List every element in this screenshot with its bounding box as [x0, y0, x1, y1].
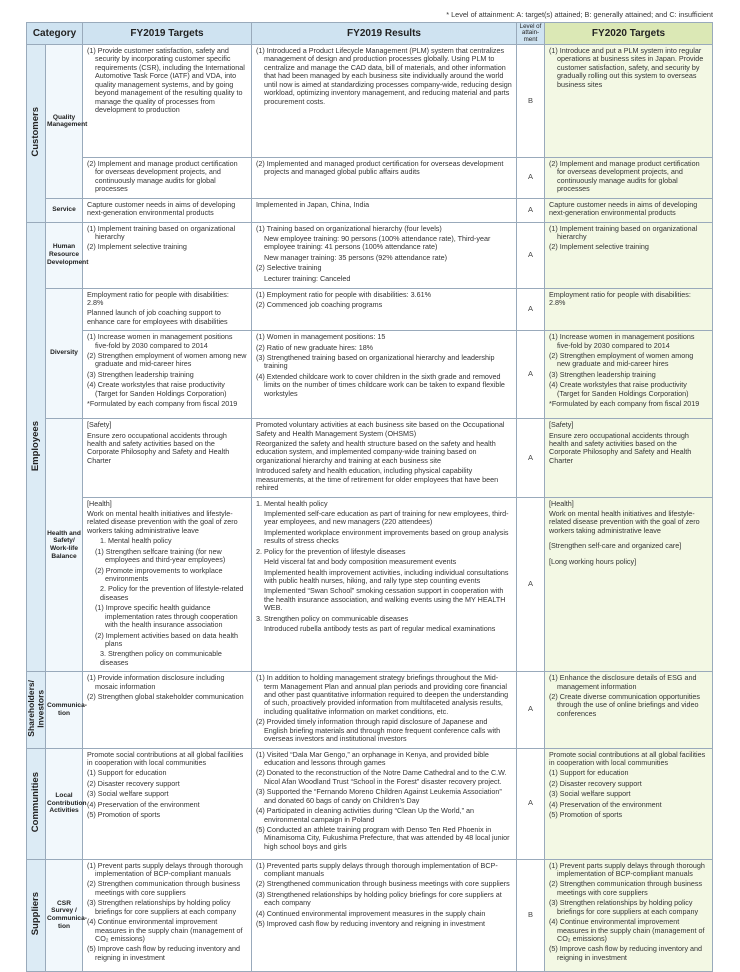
cell-paragraph: (1) Improve specific health guidance implementation rates through cooperation with the health insurance association	[95, 603, 238, 630]
fy2019-results-cell	[252, 158, 517, 199]
subcategory-human-resource-development: Human Resource Development	[46, 222, 83, 288]
cell-paragraph: (3) Strengthened relationships by holding policy briefings for core suppliers at each company	[256, 889, 502, 908]
cell-paragraph: (2) Implement activities based on data health plans	[95, 630, 239, 648]
header-category: Category	[27, 23, 83, 45]
cell-paragraph: Planned launch of job coaching support to enhance care for employees with disabilities	[87, 308, 228, 326]
cell-paragraph: (3) Strengthen leadership training	[549, 369, 656, 379]
cell-paragraph: (1) Prevented parts supply delays through thorough implementation of BCP-compliant manuals	[256, 860, 498, 878]
cell-paragraph: (1) Enhance the disclosure details of ESG and management information	[549, 673, 697, 691]
cell-paragraph: (1) Visited “Dala Mar Gengo,” an orphanage in Kenya, and provided bible education and lessons through games	[256, 749, 489, 767]
cell-paragraph: (2) Provided timely information through rapid disclosure of Japanese and English briefing materials and through more frequent conference calls with overseas investors and institutional investors	[256, 717, 501, 744]
cell-paragraph: (1) Implement training based on organizational hierarchy	[549, 223, 698, 241]
attainment-level: A	[517, 222, 545, 288]
header-fy2019-results: FY2019 Results	[252, 23, 517, 45]
cell-paragraph: Introduced rubella antibody tests as part of regular medical examinations	[264, 624, 496, 634]
fy2020-targets-cell	[545, 497, 713, 672]
fy2019-targets-cell	[83, 198, 252, 222]
cell-paragraph: (3) Strengthened training based on organizational hierarchy and leadership training	[256, 353, 495, 371]
table-row	[27, 158, 713, 199]
csr-targets-table	[26, 22, 713, 972]
fy2019-targets-cell	[83, 672, 252, 748]
cell-paragraph: (2) Promote improvements to workplace environments	[95, 565, 223, 583]
cell-paragraph: (2) Implemented and managed product certification for overseas development projects and managed global public affairs audits	[256, 159, 504, 177]
fy2019-results-cell	[252, 45, 517, 158]
cell-paragraph: (2) Create diverse communication opportunities through the use of online briefings and video conferences	[549, 692, 701, 718]
cell-paragraph: (5) Promotion of sports	[549, 810, 623, 820]
cell-paragraph: Implemented “Swan School” smoking cessation support in cooperation with the health insurance association, and walking events using the MY HEALTH WEB.	[264, 586, 506, 613]
cell-paragraph: Capture customer needs in aims of developing next-generation environmental products	[87, 199, 236, 218]
cell-paragraph: 3. Strengthen policy on communicable diseases	[256, 613, 409, 623]
cell-paragraph: (1) Training based on organizational hierarchy (four levels)	[256, 223, 442, 233]
table-row	[27, 497, 713, 672]
fy2019-results-cell	[252, 288, 517, 331]
cell-paragraph: (4) Preservation of the environment	[87, 799, 200, 809]
cell-paragraph: (1) Introduce and put a PLM system into regular operations at business sites in Japan. Provide customer satisfaction, safety, and security by gradually rolling out this system to overseas business sites	[549, 46, 704, 89]
cell-paragraph: (2) Strengthen employment of women among new graduate and mid-career hires	[549, 351, 694, 369]
fy2020-targets-cell	[545, 748, 713, 859]
category-customers: Customers	[27, 45, 46, 223]
cell-paragraph: (2) Donated to the reconstruction of the Notre Dame Cathedral and to the C.W. Nicol Afan Woodland Trust “School in the Forest” disaster recovery project.	[256, 768, 507, 786]
cell-paragraph: (1) Increase women in management positions five-fold by 2030 compared to 2014	[87, 332, 233, 350]
cell-paragraph: (1) Support for education	[87, 768, 167, 778]
cell-paragraph: (4) Extended childcare work to cover children in the sixth grade and removed limits on the number of times childcare work can be taken to expand flexible workstyles	[256, 371, 505, 398]
fy2019-results-cell	[252, 222, 517, 288]
cell-paragraph: 1. Mental health policy	[100, 536, 172, 546]
fy2019-results-cell	[252, 497, 517, 672]
cell-paragraph: Implemented workplace environment improvements based on group analysis results of stress checks	[264, 527, 509, 546]
subcategory-health-safety-work-life-balance: Health and Safety/ Work-life Balance	[46, 419, 83, 672]
cell-paragraph: (2) Strengthen employment of women among new graduate and mid-career hires	[87, 351, 247, 369]
cell-paragraph: (5) Improve cash flow by reducing inventory and reigning in investment	[87, 944, 241, 962]
fy2020-targets-cell	[545, 198, 713, 222]
cell-paragraph: (2) Strengthen global stakeholder communication	[87, 692, 244, 702]
table-row	[27, 288, 713, 331]
fy2019-targets-cell	[83, 748, 252, 859]
attainment-level: A	[517, 748, 545, 859]
cell-paragraph: (1) Women in management positions: 15	[256, 332, 386, 342]
cell-paragraph: [Safety]	[549, 420, 574, 430]
table-row	[27, 222, 713, 288]
fy2019-results-cell	[252, 419, 517, 497]
cell-paragraph: (1) Prevent parts supply delays through thorough implementation of BCP-compliant manuals	[549, 860, 705, 878]
cell-paragraph: (1) Prevent parts supply delays through thorough implementation of BCP-compliant manuals	[87, 860, 243, 878]
cell-paragraph: [Health]	[87, 498, 112, 508]
cell-paragraph: Implemented health improvement activities, including individual consultations with public health nurses, hiking, and rally type step counting events	[264, 567, 509, 585]
cell-paragraph: Lecturer training: Canceled	[264, 273, 351, 283]
attainment-level: A	[517, 158, 545, 199]
cell-paragraph: Employment ratio for people with disabilities: 2.8%	[549, 289, 691, 307]
category-communities: Communities	[27, 748, 46, 859]
cell-paragraph: (1) Introduced a Product Lifecycle Management (PLM) system that centralizes management of design and production processes globally. Using PLM to centralize and manage the CAD data, bill of materials, and other information that had been managed by each business site individually around the world until now is aimed at standardizing processes company-wide, reducing design workload, optimizing inventory management, and reducing material and parts procurement costs.	[256, 46, 512, 106]
subcategory-diversity: Diversity	[46, 288, 83, 419]
cell-paragraph: Work on mental health initiatives and lifestyle-related disease prevention with the goal of zero workers taking administrative leave	[549, 509, 700, 535]
cell-paragraph: [Strengthen self-care and organized care]	[549, 541, 682, 551]
fy2019-targets-cell	[83, 158, 252, 199]
fy2020-targets-cell	[545, 419, 713, 497]
table-row	[27, 45, 713, 158]
cell-paragraph: Promoted voluntary activities at each business site based on the Occupational Safety and Health Management System (OHSMS)	[256, 420, 505, 438]
table-row	[27, 672, 713, 748]
cell-paragraph: (1) Strengthen selfcare training (for new employees and third-year employees)	[95, 546, 226, 565]
table-row	[27, 331, 713, 419]
cell-paragraph: Work on mental health initiatives and lifestyle-related disease prevention with the goal of zero workers taking administrative leave	[87, 509, 238, 535]
cell-paragraph: (1) Provide customer satisfaction, safety and security by incorporating customer specific requirements (CSR), including the International Automotive Task Force (IATF) and VDA, into quality management systems, and by going beyond management of the resulting quality to manage the quality of processes from development to production	[87, 46, 245, 114]
cell-paragraph: Held visceral fat and body composition measurement events	[264, 557, 457, 567]
subcategory-service: Service	[46, 198, 83, 222]
cell-paragraph: Capture customer needs in aims of developing next-generation environmental products	[549, 199, 698, 218]
cell-paragraph: Ensure zero occupational accidents through health and safety activities based on the Corporate Philosophy and Safety and Health Charter	[549, 430, 692, 465]
fy2020-targets-cell	[545, 288, 713, 331]
cell-paragraph: *Formulated by each company from fiscal 2019	[87, 399, 238, 409]
attainment-level: A	[517, 419, 545, 497]
cell-paragraph: (4) Continue environmental improvement measures in the supply chain (management of CO₂ emissions)	[549, 917, 705, 943]
cell-paragraph: Implemented in Japan, China, India	[256, 199, 370, 209]
fy2020-targets-cell	[545, 859, 713, 971]
cell-paragraph: 1. Mental health policy	[256, 498, 328, 508]
table-row	[27, 419, 713, 497]
fy2019-targets-cell	[83, 497, 252, 672]
cell-paragraph: (2) Disaster recovery support	[549, 778, 642, 788]
cell-paragraph: (3) Strengthen relationships by holding policy briefings for core suppliers at each company	[549, 898, 699, 916]
fy2019-results-cell	[252, 748, 517, 859]
cell-paragraph: (1) Employment ratio for people with disabilities: 3.61%	[256, 289, 431, 299]
subcategory-csr-survey-communication: CSR Survey / Communica-tion	[46, 859, 83, 971]
cell-paragraph: (2) Implement and manage product certification for overseas development projects, and continuously manage audits for global processes	[549, 159, 700, 194]
cell-paragraph: (2) Ratio of new graduate hires: 18%	[256, 342, 374, 352]
cell-paragraph: (2) Strengthen communication through business meetings with core suppliers	[549, 879, 703, 897]
attainment-level: A	[517, 497, 545, 672]
fy2019-results-cell	[252, 331, 517, 419]
fy2019-targets-cell	[83, 331, 252, 419]
attainment-level: A	[517, 331, 545, 419]
attainment-level: A	[517, 672, 545, 748]
attainment-level: B	[517, 45, 545, 158]
category-suppliers: Suppliers	[27, 859, 46, 971]
table-row	[27, 198, 713, 222]
cell-paragraph: (1) Support for education	[549, 768, 629, 778]
table-row	[27, 748, 713, 859]
cell-paragraph: Reorganized the safety and health structure based on the safety and health education system, and implemented company-wide training based on organizational hierarchy and training at each business site	[256, 439, 496, 465]
cell-paragraph: (2) Commenced job coaching programs	[256, 299, 383, 309]
attainment-level: A	[517, 288, 545, 331]
cell-paragraph: (3) Supported the “Fernando Moreno Children Against Leukemia Association” and donated 60 bags of candy on Children’s Day	[256, 787, 502, 805]
cell-paragraph: 2. Policy for the prevention of lifestyle diseases	[256, 546, 406, 556]
cell-paragraph: Employment ratio for people with disabilities: 2.8%	[87, 289, 229, 307]
cell-paragraph: Promote social contributions at all global facilities in cooperation with local communities	[87, 749, 244, 767]
cell-paragraph: (5) Improved cash flow by reducing inventory and reigning in investment	[256, 919, 485, 929]
cell-paragraph: (3) Strengthen leadership training	[87, 369, 194, 379]
category-employees: Employees	[27, 222, 46, 672]
fy2019-results-cell	[252, 672, 517, 748]
attainment-level: B	[517, 859, 545, 971]
cell-paragraph: (2) Strengthen communication through business meetings with core suppliers	[87, 879, 241, 897]
header-fy2020-targets: FY2020 Targets	[545, 23, 713, 45]
header-fy2019-targets: FY2019 Targets	[83, 23, 252, 45]
cell-paragraph: (4) Continued environmental improvement measures in the supply chain	[256, 908, 486, 918]
header-level-of-attainment: Level of attain-ment	[517, 23, 545, 45]
fy2019-targets-cell	[83, 419, 252, 497]
cell-paragraph: (1) Provide information disclosure including mosaic information	[87, 673, 225, 691]
cell-paragraph: (2) Selective training	[256, 263, 322, 273]
fy2019-results-cell	[252, 859, 517, 971]
fy2020-targets-cell	[545, 672, 713, 748]
cell-paragraph: New manager training: 35 persons (92% attendance rate)	[264, 252, 448, 262]
cell-paragraph: (2) Implement and manage product certification for overseas development projects, and continuously manage audits for global processes	[87, 159, 238, 194]
cell-paragraph: (2) Disaster recovery support	[87, 778, 180, 788]
cell-paragraph: [Long working hours policy]	[549, 556, 637, 566]
fy2020-targets-cell	[545, 45, 713, 158]
cell-paragraph: (4) Create workstyles that raise productivity (Target for Sanden Holdings Corporation)	[549, 380, 689, 398]
fy2020-targets-cell	[545, 158, 713, 199]
cell-paragraph: (4) Preservation of the environment	[549, 799, 662, 809]
cell-paragraph: Promote social contributions at all global facilities in cooperation with local communities	[549, 749, 706, 767]
fy2019-targets-cell	[83, 45, 252, 158]
subcategory-quality-management: Quality Management	[46, 45, 83, 199]
cell-paragraph: (1) In addition to holding management strategy briefings throughout the Mid-term Management Plan and annual plan periods and providing core financial and other past quantitative information required to deepen the understanding of such, proactively provided information from multifaceted analysis results, including qualitative information on market conditions, etc.	[256, 673, 509, 716]
fy2019-targets-cell	[83, 222, 252, 288]
cell-paragraph: (1) Increase women in management positions five-fold by 2030 compared to 2014	[549, 332, 695, 350]
cell-paragraph: Introduced safety and health education, including physical capability measurements, at the time of retirement for older employees that have been rehired	[256, 466, 499, 493]
attainment-legend-note: * Level of attainment: A: target(s) attained; B: generally attained; and C: insufficient	[446, 10, 713, 19]
cell-paragraph: [Health]	[549, 498, 574, 508]
header-row	[27, 23, 713, 45]
cell-paragraph: (4) Continue environmental improvement measures in the supply chain (management of CO₂ emissions)	[87, 917, 243, 943]
cell-paragraph: (2) Implement selective training	[87, 242, 187, 252]
cell-paragraph: Ensure zero occupational accidents through health and safety activities based on the Corporate Philosophy and Safety and Health Charter	[87, 430, 230, 465]
cell-paragraph: (5) Improve cash flow by reducing inventory and reigning in investment	[549, 944, 703, 962]
cell-paragraph: (2) Implement selective training	[549, 242, 649, 252]
fy2019-targets-cell	[83, 288, 252, 331]
cell-paragraph: (3) Social welfare support	[87, 789, 169, 799]
category-shareholders-investors: Shareholders/ Investors	[27, 672, 46, 748]
fy2019-results-cell	[252, 198, 517, 222]
cell-paragraph: (3) Strengthen relationships by holding policy briefings for core suppliers at each company	[87, 898, 237, 916]
cell-paragraph: (5) Promotion of sports	[87, 810, 161, 820]
cell-paragraph: (3) Social welfare support	[549, 789, 631, 799]
cell-paragraph: [Safety]	[87, 420, 112, 430]
cell-paragraph: (5) Conducted an athlete training program with Denso Ten Red Phoenix in Minamisoma City, Fukushima Prefecture, that was attended by 48 local junior high school boys and girls	[256, 824, 510, 851]
cell-paragraph: (4) Create workstyles that raise productivity (Target for Sanden Holdings Corporation)	[87, 380, 227, 398]
cell-paragraph: (2) Strengthened communication through business meetings with core suppliers	[256, 879, 510, 889]
cell-paragraph: New employee training: 90 persons (100% attendance rate), Third-year employee training: 41 persons (100% attendance rate)	[264, 233, 491, 252]
fy2019-targets-cell	[83, 859, 252, 971]
cell-paragraph: Implemented self-care education as part of training for new employees, third-year employees, and new managers (220 attendees)	[264, 509, 509, 527]
fy2020-targets-cell	[545, 331, 713, 419]
fy2020-targets-cell	[545, 222, 713, 288]
table-row	[27, 859, 713, 971]
subcategory-communication: Communica-tion	[46, 672, 83, 748]
cell-paragraph: (4) Participated in cleaning activities during “Clean Up the World,” an environmental campaign in Poland	[256, 806, 475, 824]
cell-paragraph: 3. Strengthen policy on communicable diseases	[100, 649, 222, 667]
cell-paragraph: (1) Implement training based on organizational hierarchy	[87, 223, 236, 241]
cell-paragraph: *Formulated by each company from fiscal 2019	[549, 399, 700, 409]
cell-paragraph: 2. Policy for the prevention of lifestyle-related diseases	[100, 584, 244, 602]
subcategory-local-contribution-activities: Local Contribution Activities	[46, 748, 83, 859]
attainment-level: A	[517, 198, 545, 222]
